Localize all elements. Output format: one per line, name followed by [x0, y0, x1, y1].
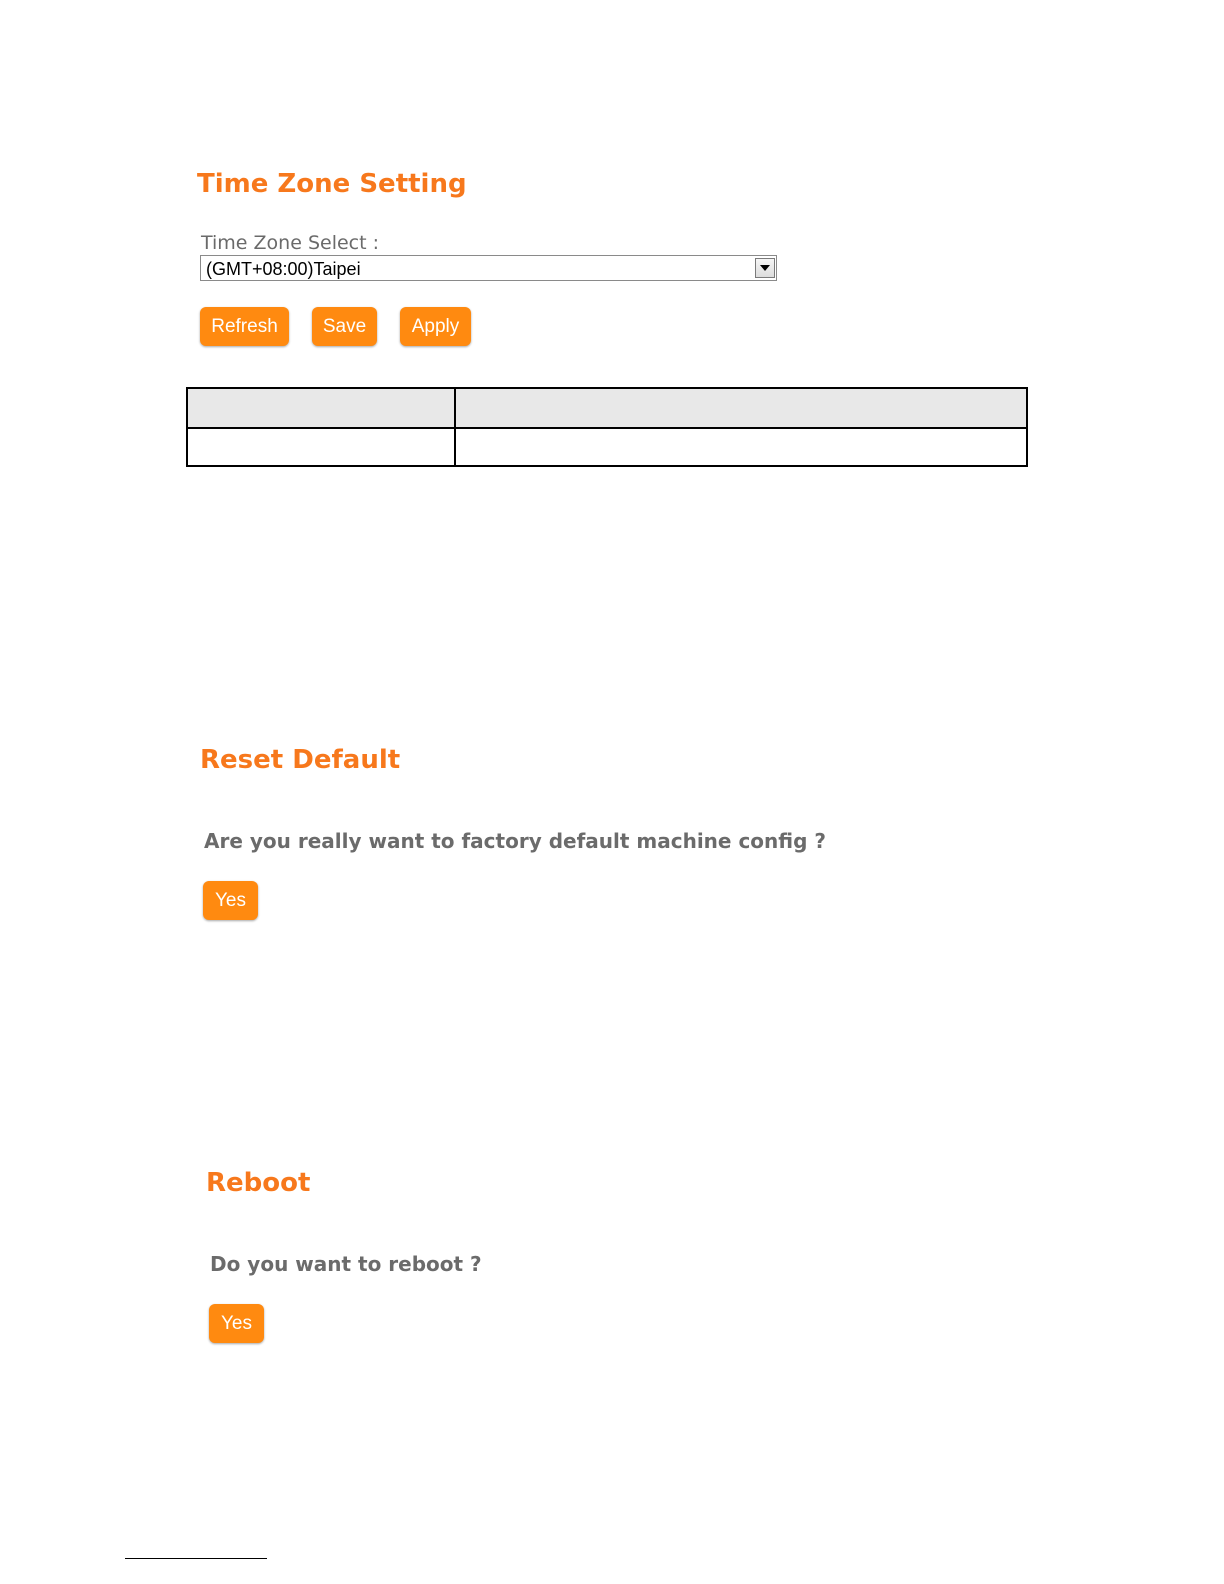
table-row — [187, 428, 1027, 466]
time-zone-selected-value: (GMT+08:00)Taipei — [206, 259, 361, 279]
time-zone-title: Time Zone Setting — [197, 169, 467, 199]
reboot-yes-button[interactable]: Yes — [209, 1304, 264, 1343]
table-header-row — [187, 388, 1027, 428]
footnote-divider — [125, 1558, 267, 1559]
save-button[interactable]: Save — [312, 307, 377, 346]
info-table — [186, 387, 1028, 467]
chevron-down-icon — [760, 265, 770, 271]
table-header-cell — [187, 388, 455, 428]
table-header-cell — [455, 388, 1027, 428]
reboot-title: Reboot — [206, 1168, 311, 1198]
table-cell — [187, 428, 455, 466]
table-cell — [455, 428, 1027, 466]
reboot-question: Do you want to reboot ? — [210, 1252, 482, 1276]
refresh-button[interactable]: Refresh — [200, 307, 289, 346]
reset-default-question: Are you really want to factory default machine config ? — [204, 829, 826, 853]
apply-button[interactable]: Apply — [400, 307, 471, 346]
time-zone-select-label: Time Zone Select : — [201, 232, 380, 254]
time-zone-select[interactable] — [200, 255, 777, 281]
reset-default-title: Reset Default — [200, 745, 401, 775]
dropdown-button[interactable] — [755, 258, 775, 278]
reset-yes-button[interactable]: Yes — [203, 881, 258, 920]
